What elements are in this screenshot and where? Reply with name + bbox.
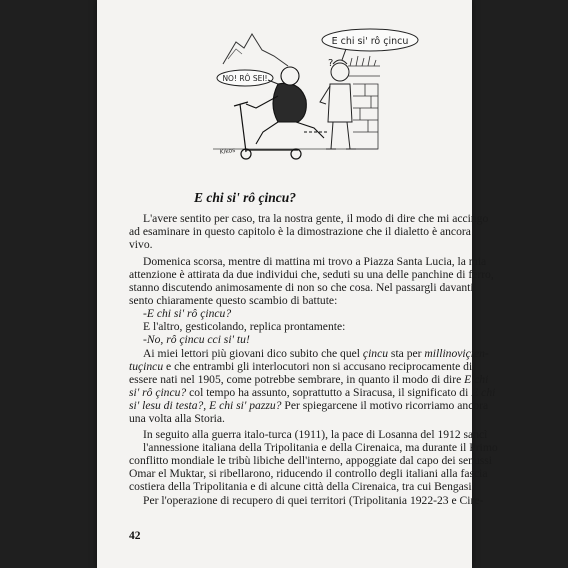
text-line [129,480,474,493]
text-line [129,386,496,399]
italic-text-segment: E chi [464,373,489,386]
text-line [129,238,153,251]
text-line [129,360,473,373]
cartoon-illustration [128,4,448,184]
italic-text-segment: millinoviçien- [424,347,489,360]
text-segment: costiera della Tripolitania e di alcune città della Cirenaica, tra cui Bengasi. [129,480,475,493]
page-number: 42 [129,530,141,542]
chapter-title: E chi si' rô çincu? [194,190,297,205]
italic-text-segment: -No, rô çincu cci si' tu! [143,333,250,346]
text-line [143,307,231,320]
text-segment: essere nati nel 1905, come potrebbe sembrare, in quanto il modo di dire [129,373,465,386]
italic-text-segment: -E chi si' rô çincu? [143,307,232,320]
text-segment: ad esaminare in questo capitolo è la dimostrazione che il dialetto è ancora [129,225,471,238]
text-line [143,494,483,507]
text-line [129,399,489,412]
text-line [143,428,488,441]
text-line [129,454,493,467]
text-segment: conflitto mondiale le tribù libiche dell'interno, appoggiate dal capo dei senussi [129,454,493,467]
text-line [129,225,471,238]
text-segment: una volta alla Storia. [129,412,225,425]
text-line [143,441,498,454]
italic-text-segment: tuçincu [129,360,164,373]
wall-drawing [348,56,380,149]
text-line [143,320,345,333]
text-segment: E l'altro, gesticolando, replica prontamente: [143,320,346,333]
mountain-drawing [223,34,288,66]
text-segment: Omar el Muktar, si ribellarono, riducendo il controllo degli italiani alla fascia [129,467,488,480]
standing-man-drawing [320,60,356,149]
text-segment: l'annessione italiana della Tripolitania e della Cirenaica, ma durante il Primo [143,441,498,454]
speech-bubble-left-text: NO! RÔ SEI! [222,74,268,83]
italic-text-segment: E chi [471,386,496,399]
svg-text:?: ? [328,58,334,69]
text-segment: L'avere sentito per caso, tra la nostra gente, il modo di dire che mi accingo [143,212,489,225]
text-line [129,412,225,425]
text-line [129,268,494,281]
text-line [129,373,489,386]
artist-signature: Kikos [219,146,236,156]
text-line [143,333,250,346]
italic-text-segment: si' rô çincu? [129,386,187,399]
text-segment: Domenica scorsa, mentre di mattina mi trovo a Piazza Santa Lucia, la mia [143,255,487,268]
text-line [143,347,489,360]
text-segment: vivo. [129,238,153,251]
text-segment: e che entrambi gli interlocutori non si accusano reciprocamente di [163,360,473,373]
text-segment: attenzione è attirata da due individui che, seduti su una delle panchine di ferro, [129,268,494,281]
text-segment: In seguito alla guerra italo-turca (1911), la pace di Losanna del 1912 sancì [143,428,488,441]
text-segment: Per spiegarcene il motivo ricorriamo ancora [281,399,489,412]
text-line [129,281,474,294]
text-line [143,255,487,268]
text-segment: Per l'operazione di recupero di quei territori (Tripolitania 1922-23 e Cire- [143,494,484,507]
text-line [143,212,489,225]
italic-text-segment: si' lesu di testa?, E chi si' pazzu? [129,399,282,412]
text-line [129,467,488,480]
text-segment: sta per [388,347,425,360]
text-line [129,294,337,307]
speech-bubble-right-text: E chi si' rô çincu [331,36,409,47]
text-segment: Ai miei lettori più giovani dico subito che quel [143,347,363,360]
text-segment: stanno discutendo animosamente di non so che cosa. Nel passargli davanti [129,281,474,294]
text-segment: col tempo ha assunto, soprattutto a Siracusa, il significato di [186,386,472,399]
text-segment: sento chiaramente questo scambio di battute: [129,294,338,307]
italic-text-segment: çincu [362,347,389,360]
